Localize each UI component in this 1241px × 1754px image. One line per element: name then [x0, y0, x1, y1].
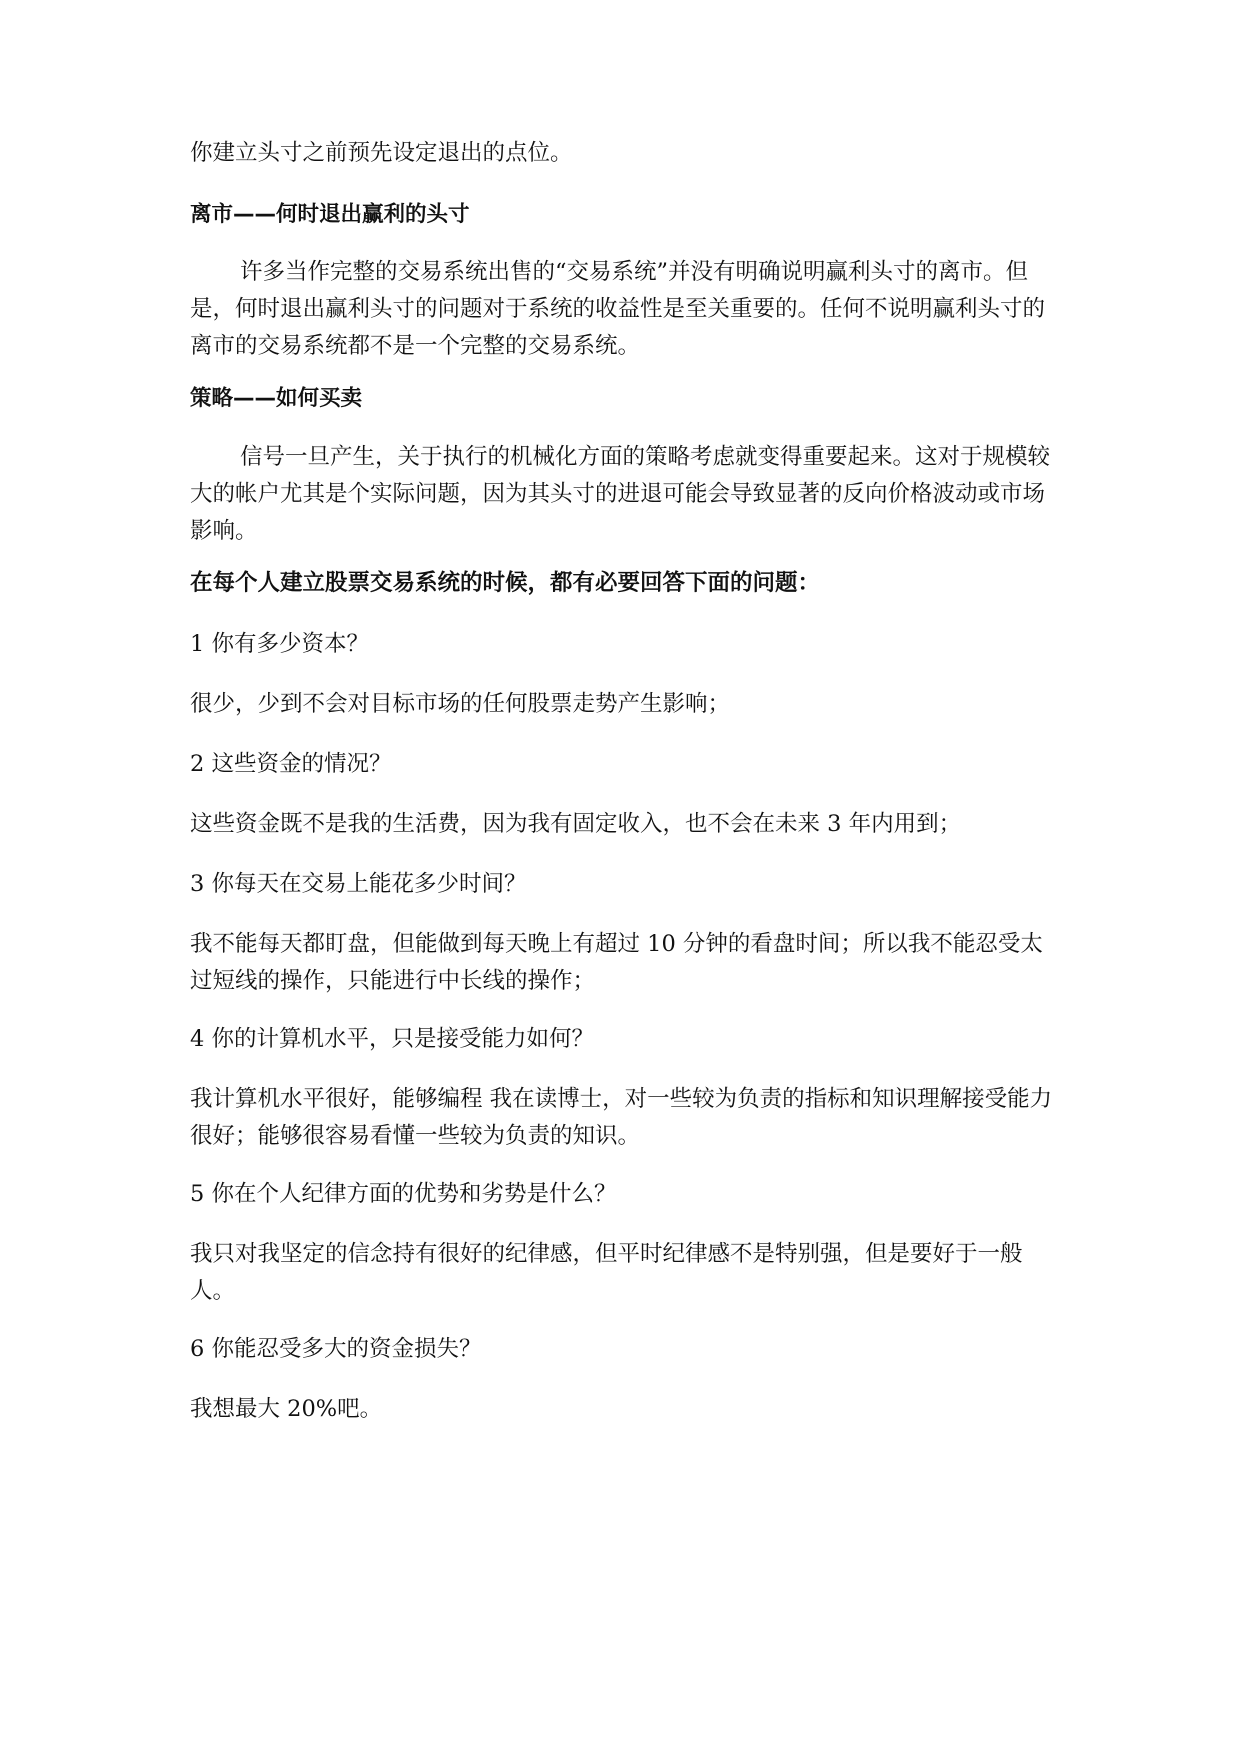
- answer-4: 我计算机水平很好，能够编程 我在读博士，对一些较为负责的指标和知识理解接受能力很好；能够很容易看懂一些较为负责的知识。: [190, 1086, 1053, 1149]
- answer-2: 这些资金既不是我的生活费，因为我有固定收入，也不会在未来 3 年内用到；: [190, 811, 962, 837]
- paragraph-strategy: 信号一旦产生，关于执行的机械化方面的策略考虑就变得重要起来。这对于规模较大的帐户尤其是个实际问题，因为其头寸的进退可能会导致显著的反向价格波动或市场影响。: [190, 444, 1051, 544]
- question-6: 6 你能忍受多大的资金损失？: [190, 1336, 482, 1362]
- question-2: 2 这些资金的情况？: [190, 751, 392, 777]
- answer-3: 我不能每天都盯盘，但能做到每天晚上有超过 10 分钟的看盘时间；所以我不能忍受太过短线的操作，只能进行中长线的操作；: [190, 931, 1043, 994]
- answer-5: 我只对我坚定的信念持有很好的纪律感，但平时纪律感不是特别强，但是要好于一般人。: [190, 1241, 1023, 1304]
- paragraph-exit-preset: 你建立头寸之前预先设定退出的点位。: [190, 140, 573, 166]
- heading-exit-winning: 离市——何时退出赢利的头寸: [190, 202, 470, 227]
- heading-strategy: 策略——如何买卖: [190, 386, 363, 411]
- answer-6: 我想最大 20%吧。: [190, 1396, 383, 1422]
- question-1: 1 你有多少资本？: [190, 631, 369, 657]
- question-3: 3 你每天在交易上能花多少时间？: [190, 871, 527, 897]
- question-5: 5 你在个人纪律方面的优势和劣势是什么？: [190, 1181, 617, 1207]
- answer-1: 很少，少到不会对目标市场的任何股票走势产生影响；: [190, 691, 731, 717]
- question-4: 4 你的计算机水平，只是接受能力如何？: [190, 1026, 594, 1052]
- heading-questions: 在每个人建立股票交易系统的时候，都有必要回答下面的问题：: [190, 570, 821, 596]
- paragraph-exit-winning: 许多当作完整的交易系统出售的“交易系统”并没有明确说明赢利头寸的离市。但是，何时退出赢利头寸的问题对于系统的收益性是至关重要的。任何不说明赢利头寸的离市的交易系统都不是一个完整的交易系统。: [190, 259, 1046, 359]
